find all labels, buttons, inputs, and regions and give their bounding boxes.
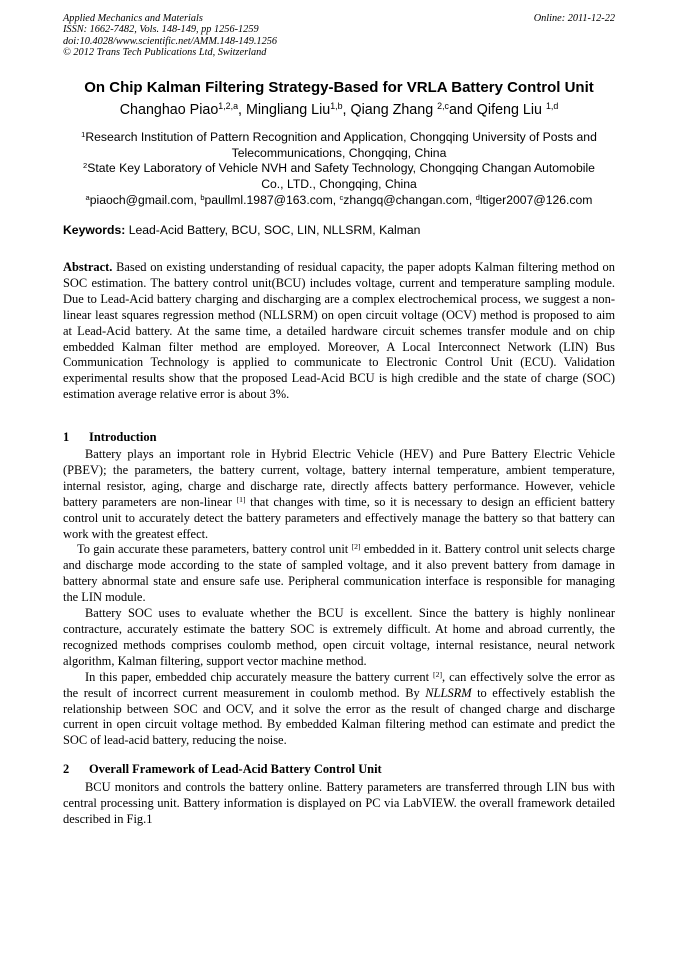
emphasis-term: NLLSRM (425, 685, 472, 700)
paragraph-text: Battery plays an important role in Hybrid Electric Vehicle (HEV) and Pure Battery Electric Vehicle (PBEV); the parameters, the battery current, voltage, battery internal temperature, ambient temperature, internal resistor, aging, charge and discharge rate, directly affects battery performance. However, vehicle battery parameters are non-linear (63, 447, 615, 509)
email-address[interactable]: paullml.1987@163.com, (204, 193, 340, 207)
paragraph-text: to effectively establish the relationship between SOC and OCV, and it solve the error as the result of changed charge and discharge current in open circuit voltage method. By embedded Kalman filtering method can estimate and predict the SOC of lead-acid battery, reducing the noise. (63, 685, 615, 748)
author-separator: and (448, 102, 477, 118)
journal-name: Applied Mechanics and Materials (63, 13, 203, 24)
paper-title: On Chip Kalman Filtering Strategy-Based for VRLA Battery Control Unit (84, 79, 594, 96)
author-separator: , (342, 102, 351, 118)
section-framework-body (63, 780, 615, 828)
author-name: Qifeng Liu (476, 102, 546, 118)
paragraph-text: , can effectively solve the error as the result of incorrect current measurement in coulomb method. By (63, 669, 615, 700)
author-affil-sup: 2,c (437, 101, 449, 112)
copyright-line: © 2012 Trans Tech Publications Ltd, Switzerland (63, 47, 267, 59)
section-heading-overall-framework (63, 762, 382, 777)
paragraph-text: To gain accurate these parameters, battery control unit (77, 542, 352, 557)
email-sup: b (200, 192, 205, 202)
affiliation-sup: 1 (81, 129, 86, 139)
running-header (63, 13, 277, 59)
affiliation-2 (63, 161, 615, 177)
author-affil-sup: 1,2,a (218, 101, 239, 112)
issn-line: ISSN: 1662-7482, Vols. 148-149, pp 1256-1259 (63, 24, 259, 36)
author-list (63, 102, 615, 118)
citation[interactable]: [1] (236, 494, 246, 504)
email-address[interactable]: ltiger2007@126.com (479, 193, 593, 207)
affiliation-sup: 2 (83, 160, 88, 170)
section-introduction-body (63, 447, 615, 749)
author-separator: , (238, 102, 246, 118)
keywords (63, 223, 615, 237)
keywords-text: Lead-Acid Battery, BCU, SOC, LIN, NLLSRM, Kalman (125, 223, 421, 237)
section-title: Introduction (89, 430, 157, 444)
author-name: Qiang Zhang (350, 102, 438, 118)
author-affil-sup: 1,d (545, 101, 559, 112)
abstract-label: Abstract. (63, 260, 113, 274)
email-sup: a (85, 192, 90, 202)
affiliations (63, 130, 615, 209)
paragraph-text: that changes with time, so it is necessary to design an efficient battery control unit to accurately detect the battery parameters and effectively manage the battery so that battery can work with the greatest effect. (63, 494, 615, 541)
paragraph (63, 542, 615, 606)
section-heading-introduction (63, 430, 157, 445)
email-sup: c (339, 192, 344, 202)
online-date: Online: 2011-12-22 (533, 13, 615, 24)
keywords-label: Keywords: (63, 223, 126, 237)
abstract-text: Based on existing understanding of residual capacity, the paper adopts Kalman filtering method on SOC estimation. The battery control unit(BCU) includes voltage, current and temperature sampling module. Due to Lead-Acid battery charging and discharging are a complex electrochemical process, we suggest a non-linear least squares regression method (NLLSRM) on open circuit voltage (OCV) method is proposed to aim at Lead-Acid battery. At the same time, a detailed hardware circuit schemes transfer module and on chip embedded Kalman filter method are employed. Moreover, A Local Interconnect Network (LIN) Bus Communication Technology is applied to communicate to Electronic Control Unit (ECU). Validation experimental results show that the proposed Lead-Acid BCU is high credible and the state of charge (SOC) estimation average relative error is about 3%. (63, 260, 615, 402)
citation[interactable]: [2] (433, 669, 443, 679)
abstract (63, 260, 615, 403)
author-name: Changhao Piao (119, 102, 219, 118)
paragraph (63, 447, 615, 542)
doi-line: doi:10.4028/www.scientific.net/AMM.148-149.1256 (63, 35, 278, 47)
affiliation-text: State Key Laboratory of Vehicle NVH and Safety Technology, Chongqing Changan Automobile (87, 161, 595, 175)
paragraph: BCU monitors and controls the battery online. Battery parameters are transferred through LIN bus with central processing unit. Battery information is displayed on PC via LabVIEW. the overall framework detailed described in Fig.1 (63, 780, 615, 826)
author-name: Mingliang Liu (245, 102, 331, 118)
affiliation-1-cont: Telecommunications, Chongqing, China (231, 145, 447, 160)
paragraph-text: embedded in it. Battery control unit selects charge and discharge mode according to the state of sampled voltage, and it also prevent battery from damage in battery abnormal state and ensure safe use. Peripheral communication interface is responsible for managing the LIN module. (63, 542, 615, 605)
paragraph-text: In this paper, embedded chip accurately measure the battery current (85, 669, 434, 684)
affiliation-1 (63, 130, 615, 146)
email-address[interactable]: piaoch@gmail.com, (89, 193, 201, 207)
section-number: 1 (63, 430, 70, 444)
section-title: Overall Framework of Lead-Acid Battery Control Unit (89, 762, 382, 776)
section-number: 2 (63, 762, 70, 776)
email-address[interactable]: zhangq@changan.com, (343, 193, 476, 207)
citation[interactable]: [2] (351, 542, 361, 552)
email-list (63, 193, 615, 209)
affiliation-2-cont: Co., LTD., Chongqing, China (261, 176, 417, 191)
paragraph (63, 670, 615, 750)
affiliation-text: Research Institution of Pattern Recognition and Application, Chongqing University of Posts and (85, 130, 597, 144)
paragraph: Battery SOC uses to evaluate whether the BCU is excellent. Since the battery is highly nonlinear contracture, accurately estimate the battery SOC is extremely difficult. At home and abroad currently, the recognized methods comprises coulomb method, open circuit voltage, internal resistance, neural network algorithm, Kalman filtering, support vector machine method. (63, 606, 615, 668)
email-sup: d (475, 192, 480, 202)
author-affil-sup: 1,b (330, 101, 343, 112)
